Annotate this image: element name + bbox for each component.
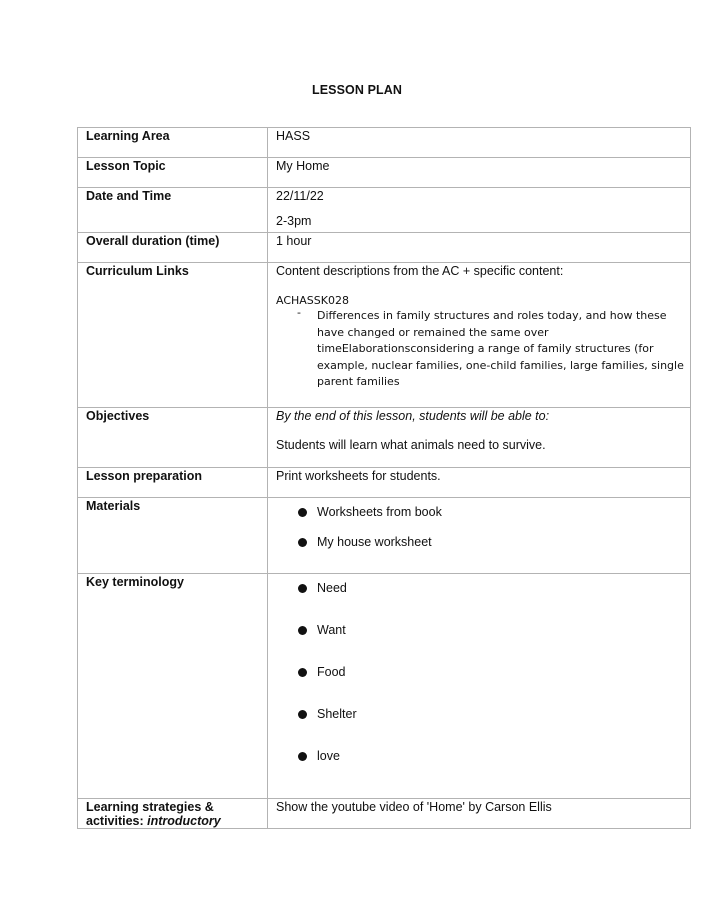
strategies-label: [78, 799, 268, 829]
preparation-label: Lesson preparation: [78, 468, 268, 498]
row-materials: [78, 498, 691, 574]
strategies-label-prefix: activities:: [86, 814, 148, 828]
row-date-time: [78, 188, 691, 233]
curriculum-code: ACHASSK028: [276, 294, 349, 307]
bullet-icon: [298, 752, 307, 761]
page-title: LESSON PLAN: [312, 83, 402, 97]
bullet-icon: [298, 538, 307, 547]
terminology-cell: [268, 574, 691, 799]
row-key-terminology: [78, 574, 691, 799]
row-lesson-preparation: [78, 468, 691, 498]
list-item: Worksheets from book: [276, 505, 682, 520]
curriculum-cell: [268, 263, 691, 408]
time-value: 2-3pm: [276, 214, 312, 228]
learning-area-value: HASS: [268, 128, 691, 158]
date-time-cell: [268, 188, 691, 233]
objectives-cell: [268, 408, 691, 468]
list-item: Want: [276, 623, 682, 638]
row-objectives: [78, 408, 691, 468]
row-learning-area: [78, 128, 691, 158]
objectives-intro: By the end of this lesson, students will be able to:: [276, 409, 550, 423]
objectives-text: Students will learn what animals need to survive.: [276, 438, 546, 452]
lesson-topic-value: My Home: [268, 158, 691, 188]
materials-list: [276, 505, 682, 550]
strategies-value: Show the youtube video of 'Home' by Carson Ellis: [268, 799, 691, 829]
bullet-icon: [298, 508, 307, 517]
objectives-label: Objectives: [78, 408, 268, 468]
list-item: love: [276, 749, 682, 764]
bullet-icon: [298, 584, 307, 593]
learning-area-label: Learning Area: [78, 128, 268, 158]
row-lesson-topic: [78, 158, 691, 188]
duration-label: Overall duration (time): [78, 233, 268, 263]
curriculum-detail-item: [297, 306, 687, 391]
bullet-icon: [298, 626, 307, 635]
materials-label: Materials: [78, 498, 268, 574]
row-learning-strategies: [78, 799, 691, 829]
lesson-topic-label: Lesson Topic: [78, 158, 268, 188]
terminology-list: [276, 581, 682, 764]
preparation-value: Print worksheets for students.: [268, 468, 691, 498]
bullet-icon: [298, 668, 307, 677]
list-item: Need: [276, 581, 682, 596]
row-curriculum-links: [78, 263, 691, 408]
dash-marker: -: [297, 306, 301, 319]
strategies-label-italic: introductory: [147, 814, 221, 828]
curriculum-detail: Differences in family structures and roles today, and how these have changed or remained the same over timeElaborationsconsidering a range of family structures (for example, nuclear families, one-child families, large families, single parent families: [317, 309, 684, 388]
list-item: My house worksheet: [276, 535, 682, 550]
curriculum-intro: Content descriptions from the AC + specific content:: [276, 264, 564, 278]
lesson-plan-table: [77, 127, 691, 829]
date-time-label: Date and Time: [78, 188, 268, 233]
strategies-label-line1: Learning strategies &: [86, 800, 214, 814]
date-value: 22/11/22: [276, 189, 324, 203]
duration-value: 1 hour: [268, 233, 691, 263]
curriculum-label: Curriculum Links: [78, 263, 268, 408]
bullet-icon: [298, 710, 307, 719]
list-item: Food: [276, 665, 682, 680]
terminology-label: Key terminology: [78, 574, 268, 799]
list-item: Shelter: [276, 707, 682, 722]
row-duration: [78, 233, 691, 263]
materials-cell: [268, 498, 691, 574]
